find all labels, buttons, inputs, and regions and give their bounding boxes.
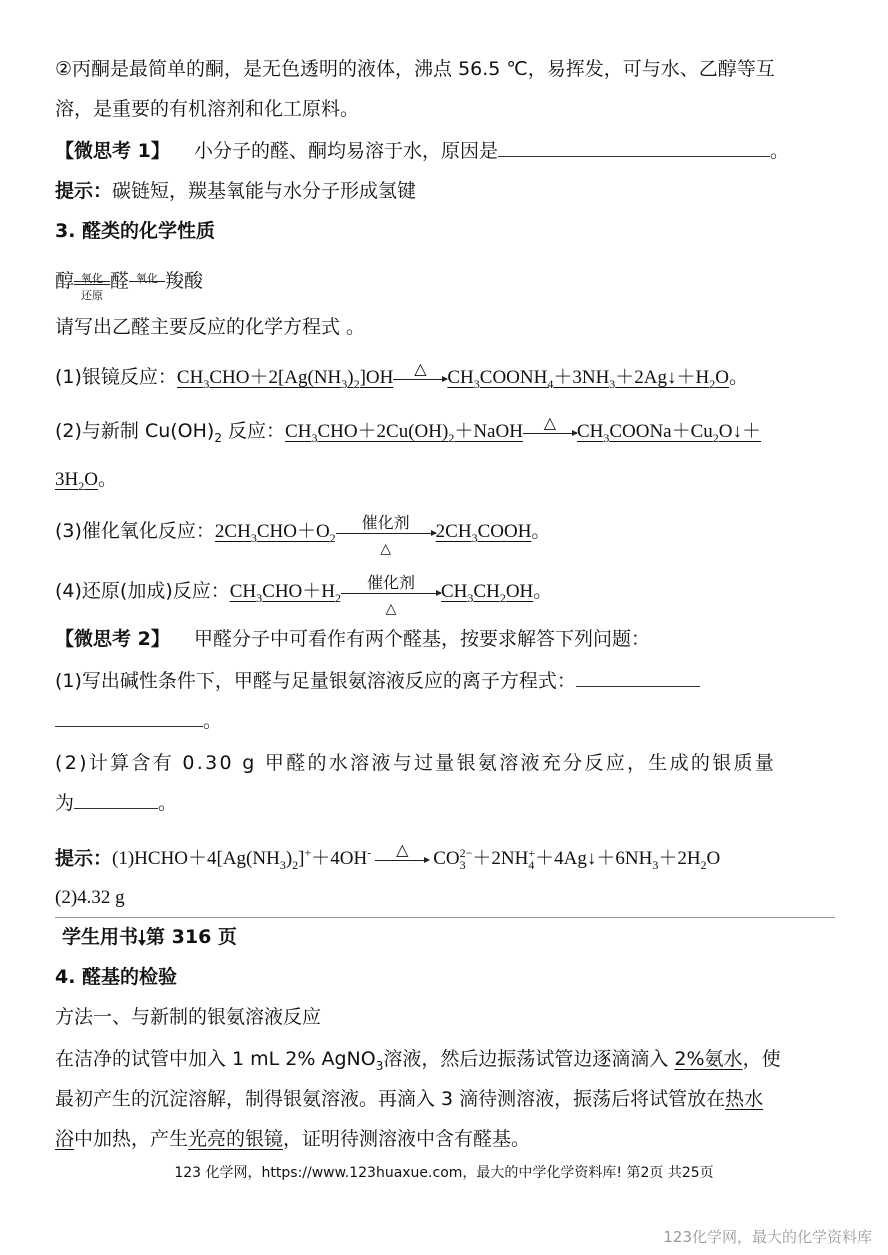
question-2-2: (2)计算含有 0.30 g 甲醛的水溶液与过量银氨溶液充分反应，生成的银质量 [55,752,777,774]
method-paragraph-1: 在洁净的试管中加入 1 mL 2% AgNO$_3$溶液，然后边振荡试管边逐滴滴入 2%氨水，使 [55,1048,781,1073]
section-4-title: 4. 醛基的检验 [55,966,178,988]
think-question-2: 【微思考 2】 甲醛分子中可看作有两个醛基，按要求解答下列问题： [55,628,651,650]
answer-blank-3[interactable] [55,709,203,727]
think-question-1: 【微思考 1】 小分子的醛、酮均易溶于水，原因是 。 [55,140,790,162]
heat-arrow-icon: △ [523,431,577,434]
paragraph-acetone-2: 溶，是重要的有机溶剂和化工原料。 [55,98,360,120]
oxidation-chain: 醇 氧化 还原 醛 氧化 羧酸 [55,270,204,302]
catalyst-arrow-icon: 催化剂 △ [341,591,441,594]
heat-arrow-icon: △ [393,377,447,380]
method-1-title: 方法一、与新制的银氨溶液反应 [55,1006,322,1028]
method-paragraph-3: 浴中加热，产生光亮的银镜，证明待测溶液中含有醛基。 [55,1128,531,1150]
think-tag-1: 【微思考 1】 [55,140,170,162]
section-3-title: 3. 醛类的化学性质 [55,220,216,242]
forward-arrow-icon: 氧化 [129,272,165,292]
reaction-reduction: (4)还原(加成)反应：$CH_3CHO+H_2$ 催化剂 △ $CH_3CH_2OH$。 [55,575,553,618]
reaction-catalytic-oxidation: (3)催化氧化反应：$2CH_3CHO+O_2$ 催化剂 △ $2CH_3COOH$。 [55,515,551,558]
hint-1: 提示：碳链短，羰基氧能与水分子形成氢键 [55,180,417,202]
hint-2: 提示：$(1)HCHO+4[Ag(NH_3)_2]^++4OH^-$ △ $CO_3^{2-}+2NH_4^++4Ag↓+6NH_3+2H_2O$ [55,842,721,873]
bookmark-arrow-icon [138,930,146,946]
reaction-copper-hydroxide-cont: $3H_2O$。 [55,468,117,493]
watermark: 123化学网，最大的化学资料库 [663,1228,872,1246]
reaction-copper-hydroxide: (2)与新制 $Cu(OH)_2$ 反应：$CH_3CHO+2Cu(OH)_2+NaOH$ △ $CH_3COONa+Cu_2O↓+$ [55,415,762,445]
hint-2-answer: (2)4.32 g [55,887,125,908]
heat-arrow-icon: △ [375,858,429,861]
catalyst-arrow-icon: 催化剂 △ [336,531,436,534]
think-tag-2: 【微思考 2】 [55,628,170,650]
question-2-1-cont: 。 [55,708,222,734]
book-reference: 学生用书 第 316 页 [62,926,237,948]
paragraph-acetone-1: ②丙酮是最简单的酮，是无色透明的液体，沸点 56.5 ℃，易挥发，可与水、乙醇等互 [55,58,775,80]
answer-blank-1[interactable] [498,139,770,157]
answer-blank-2[interactable] [576,669,700,687]
section-divider [55,917,835,918]
reaction-silver-mirror: (1)银镜反应：$CH_3CHO+2[Ag(NH_3)_2]OH$ △ $CH_3COONH_4+3NH_3+2Ag↓+H_2O$。 [55,361,748,391]
reversible-arrow-icon: 氧化 还原 [74,272,110,292]
answer-blank-4[interactable] [74,791,158,809]
method-paragraph-2: 最初产生的沉淀溶解，制得银氨溶液。再滴入 3 滴待测溶液，振荡后将试管放在热水 [55,1088,764,1110]
question-2-2-cont: 为 。 [55,792,178,814]
page-footer: 123 化学网，https://www.123huaxue.com，最大的中学化学资料库! 第2页 共25页 [174,1165,714,1181]
question-2-1: (1)写出碱性条件下，甲醛与足量银氨溶液反应的离子方程式： [55,668,700,694]
instruction: 请写出乙醛主要反应的化学方程式 。 [55,316,366,338]
